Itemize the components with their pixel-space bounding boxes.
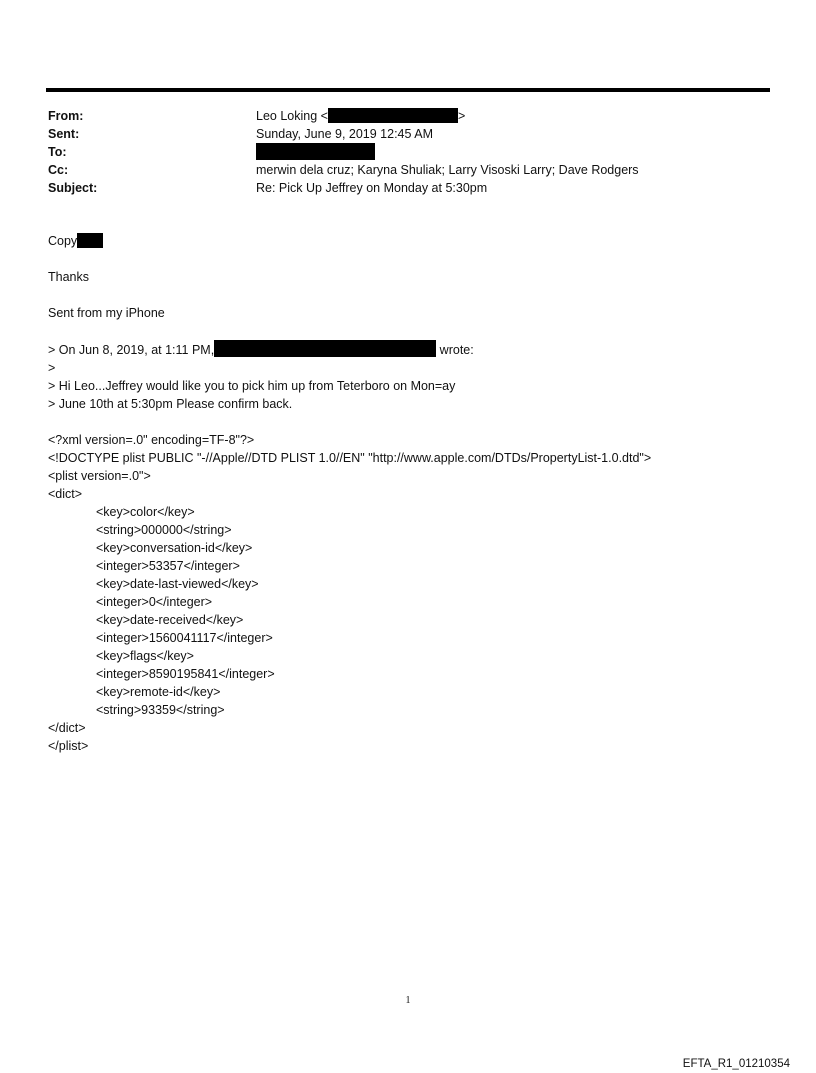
plist-line: </dict>	[48, 721, 86, 735]
from-row	[48, 107, 748, 125]
plist-entry: <integer>0</integer>	[96, 595, 213, 609]
plist-line: <!DOCTYPE plist PUBLIC "-//Apple//DTD PLIST 1.0//EN" "http://www.apple.com/DTDs/PropertyList-1.0.dtd">	[48, 451, 652, 465]
plist-line: <plist version=.0">	[48, 469, 151, 483]
from-close: >	[457, 109, 466, 123]
to-value	[256, 143, 748, 161]
cc-row	[48, 161, 748, 179]
quote-blank-line: >	[48, 361, 56, 375]
email-header	[48, 107, 748, 197]
quote-prefix: > On Jun 8, 2019, at 1:11 PM,	[48, 343, 215, 357]
redaction-block	[328, 108, 458, 123]
plist-entry: <string>000000</string>	[96, 523, 232, 537]
plist-entry: <integer>8590195841</integer>	[96, 667, 275, 681]
copy-line	[48, 232, 768, 250]
plist-line: </plist>	[48, 739, 89, 753]
plist-entry: <integer>53357</integer>	[96, 559, 240, 573]
header-rule	[46, 88, 770, 92]
cc-label: Cc:	[48, 163, 69, 177]
plist-entry: <key>date-received</key>	[96, 613, 244, 627]
sent-value: Sunday, June 9, 2019 12:45 AM	[256, 127, 433, 141]
plist-entry: <integer>1560041117</integer>	[96, 631, 273, 645]
copy-text: Copy	[48, 234, 78, 248]
plist-entry: <key>conversation-id</key>	[96, 541, 253, 555]
quote-line: > Hi Leo...Jeffrey would like you to pick him up from Teterboro on Mon=ay	[48, 379, 456, 393]
plist-line: <?xml version=.0" encoding=TF-8"?>	[48, 433, 255, 447]
quote-header-line	[48, 340, 768, 359]
plist-entry: <key>date-last-viewed</key>	[96, 577, 259, 591]
quote-line: > June 10th at 5:30pm Please confirm back.	[48, 397, 293, 411]
subject-value: Re: Pick Up Jeffrey on Monday at 5:30pm	[256, 181, 488, 195]
quote-wrote: wrote:	[436, 343, 474, 357]
from-label: From:	[48, 109, 84, 123]
from-name: Leo Loking <	[256, 109, 328, 123]
redaction-block	[77, 233, 103, 248]
page-number: 1	[405, 995, 411, 1006]
thanks-line: Thanks	[48, 270, 89, 284]
plist-entry: <string>93359</string>	[96, 703, 225, 717]
bates-number: EFTA_R1_01210354	[682, 1058, 790, 1070]
sent-label: Sent:	[48, 127, 80, 141]
plist-entry: <key>flags</key>	[96, 649, 194, 663]
redaction-block	[214, 340, 436, 357]
signature-line: Sent from my iPhone	[48, 306, 165, 320]
email-body	[48, 232, 768, 755]
subject-label: Subject:	[48, 181, 98, 195]
to-label: To:	[48, 145, 67, 159]
subject-row	[48, 179, 748, 197]
sent-row	[48, 125, 748, 143]
redaction-block	[256, 143, 375, 160]
plist-entry: <key>remote-id</key>	[96, 685, 221, 699]
cc-value: merwin dela cruz; Karyna Shuliak; Larry Visoski Larry; Dave Rodgers	[256, 163, 639, 177]
to-row	[48, 143, 748, 161]
from-value	[256, 107, 748, 125]
plist-entry: <key>color</key>	[96, 505, 195, 519]
plist-line: <dict>	[48, 487, 83, 501]
